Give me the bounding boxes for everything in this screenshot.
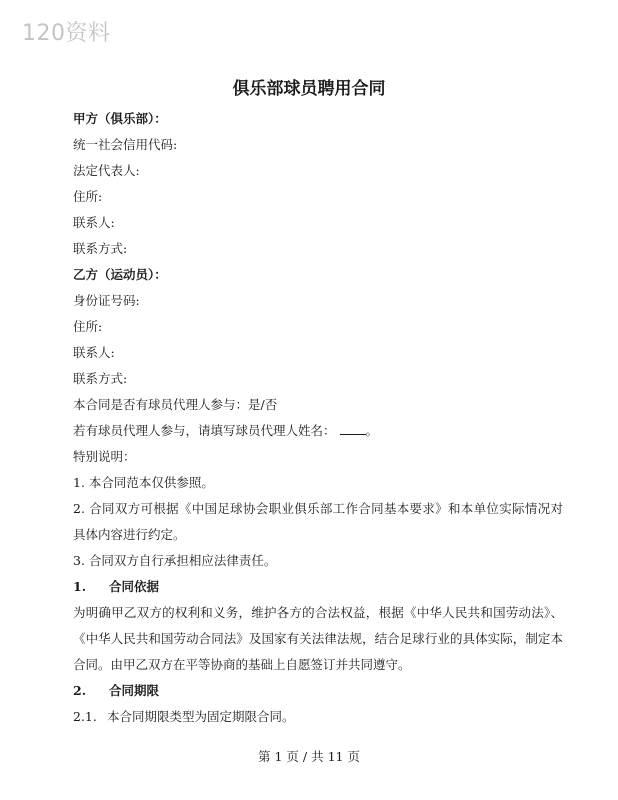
section-2-1-number: 2.1.: [73, 709, 97, 724]
agent-name-suffix: 。: [365, 423, 379, 438]
note-item: 1. 本合同范本仅供参照。: [73, 475, 214, 490]
party-b-field-contact-info: 联系方式:: [73, 371, 128, 386]
note-item: 2. 合同双方可根据《中国足球协会职业俱乐部工作合同基本要求》和本单位实际情况对具体内容进行约定。: [73, 501, 563, 542]
section-1-body: 为明确甲乙双方的权利和义务，维护各方的合法权益，根据《中华人民共和国劳动法》、《中华人民共和国劳动合同法》及国家有关法律法规，结合足球行业的具体实际，制定本合同。由甲乙双方在平等协商的基础上自愿签订并共同遵守。: [73, 605, 563, 672]
party-b-field-address: 住所:: [73, 319, 103, 334]
agent-question: 本合同是否有球员代理人参与：是/否: [73, 397, 278, 412]
party-b-field-id-number: 身份证号码:: [73, 293, 140, 308]
section-1-number: 1.: [73, 579, 87, 594]
party-a-heading: 甲方（俱乐部）：: [73, 111, 167, 126]
watermark: 120资料: [22, 21, 111, 46]
agent-name-prefix: 若有球员代理人参与，请填写球员代理人姓名：: [73, 423, 336, 438]
party-b-field-contact: 联系人:: [73, 345, 115, 360]
party-a-field-legal-rep: 法定代表人:: [73, 163, 140, 178]
section-2-title: 合同期限: [109, 683, 160, 698]
section-2-heading: [73, 678, 563, 704]
notes-heading: 特别说明：: [73, 449, 136, 464]
document-body: [73, 106, 563, 730]
section-2-1-text: 本合同期限类型为固定期限合同。: [107, 709, 295, 724]
section-1-heading: [73, 574, 563, 600]
document-title: 俱乐部球员聘用合同: [232, 79, 386, 99]
section-1-title: 合同依据: [109, 579, 160, 594]
note-item: 3. 合同双方自行承担相应法律责任。: [73, 553, 277, 568]
party-a-field-contact: 联系人:: [73, 215, 115, 230]
party-a-field-address: 住所:: [73, 189, 103, 204]
party-a-field-contact-info: 联系方式:: [73, 241, 128, 256]
party-a-field-credit-code: 统一社会信用代码:: [73, 137, 178, 152]
section-2-number: 2.: [73, 683, 87, 698]
party-b-heading: 乙方（运动员）：: [73, 267, 167, 282]
agent-name-line: [73, 418, 563, 444]
page-footer: 第 1 页 / 共 11 页: [258, 749, 360, 764]
agent-name-blank: [340, 420, 366, 435]
section-2-1: [73, 704, 563, 730]
